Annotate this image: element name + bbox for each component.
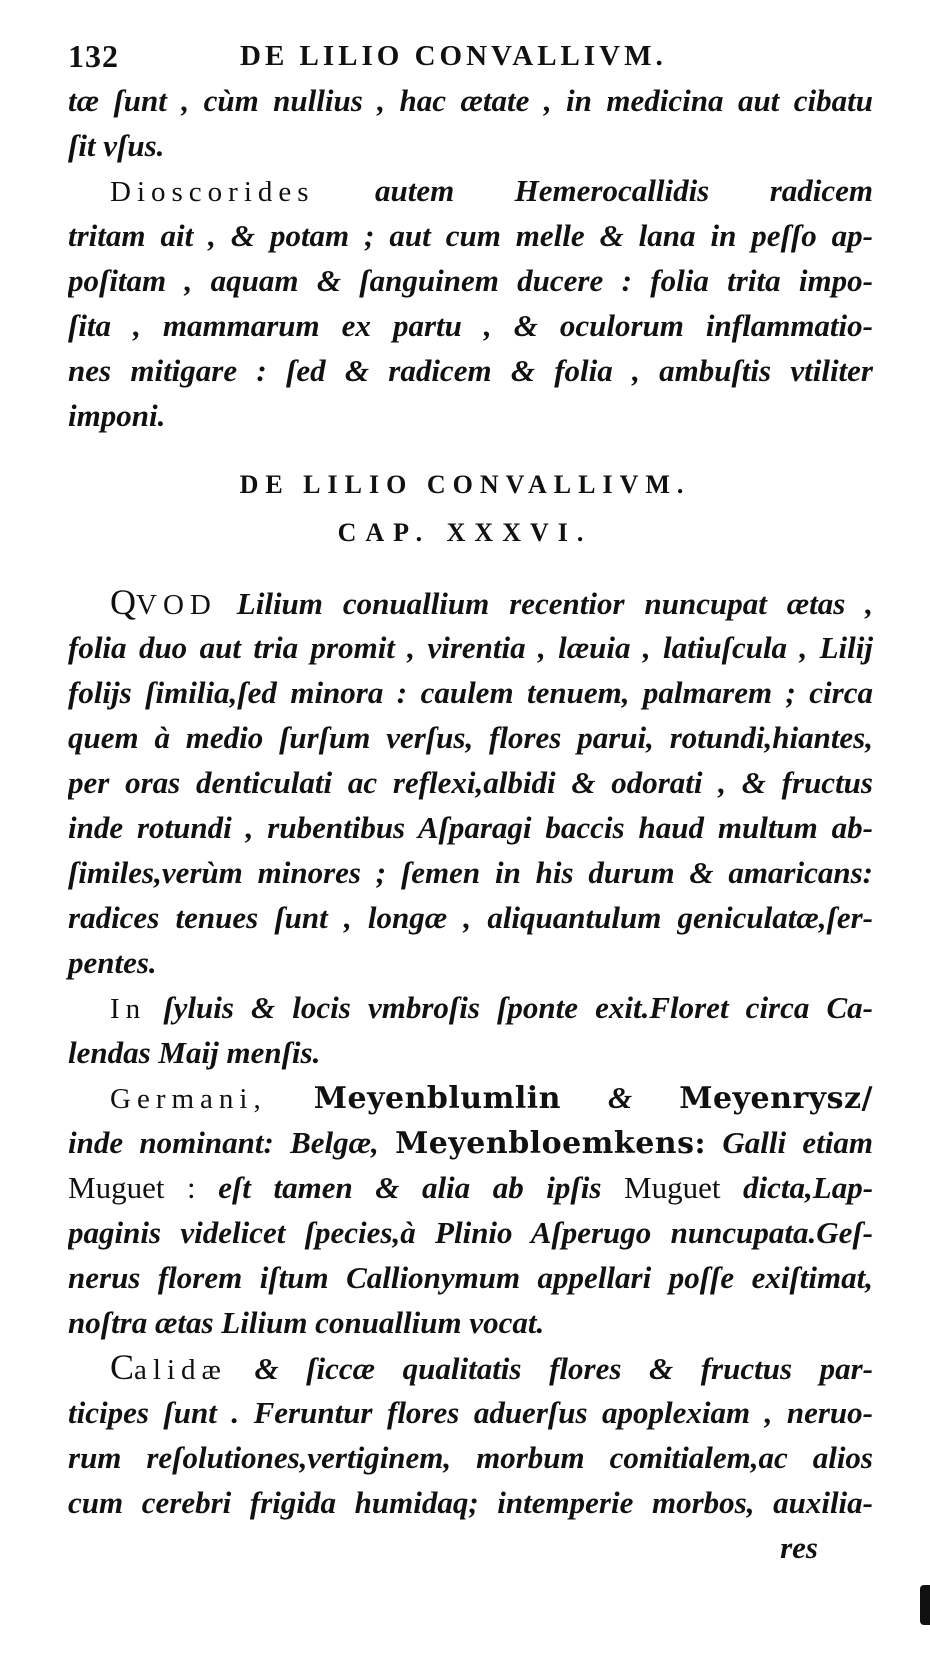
dioscorides-paragraph (68, 168, 873, 438)
german-name: Meyenblumlin (313, 1081, 561, 1116)
text-line (68, 1075, 873, 1120)
text-line (68, 168, 873, 213)
running-head (68, 38, 888, 78)
text-segment: dicta,Lap- (743, 1170, 873, 1205)
text-segment: ſyluis & locis vmbroſis ſponte exit.Floret circa Ca- (163, 990, 873, 1025)
names-paragraph (68, 1075, 873, 1345)
paragraph-initial: Q (110, 582, 136, 622)
text-line: inde rotundi , rubentibus Aſparagi baccis haud multum ab- (68, 810, 873, 845)
text-line: ticipes ſunt . Feruntur flores aduerſus apoplexiam , neruo- (68, 1395, 873, 1430)
text-line: lendas Maij menſis. (68, 1035, 321, 1070)
text-segment: & ſiccæ qualitatis flores & fructus par- (254, 1351, 873, 1386)
text-line (68, 1120, 873, 1165)
catchword: res (780, 1530, 818, 1565)
text-line: ſit vſus. (68, 128, 165, 163)
running-title: DE LILIO CONVALLIVM. (240, 40, 667, 72)
paragraph-lead: Germani, (110, 1083, 267, 1115)
text-line (68, 1345, 873, 1390)
text-line: paginis videlicet ſpecies,à Plinio Aſperugo nuncupata.Geſ- (68, 1215, 873, 1250)
chapter-title: DE LILIO CONVALLIVM. (239, 470, 691, 499)
text-line: noſtra ætas Lilium conuallium vocat. (68, 1305, 545, 1340)
page-number: 132 (68, 38, 119, 74)
text-line: ſita , mammarum ex partu , & oculorum inflammatio- (68, 308, 873, 343)
text-line: nerus florem iſtum Callionymum appellari poſſe exiſtimat, (68, 1260, 873, 1295)
french-name: Muguet : (68, 1170, 196, 1205)
text-line: folijs ſimilia,ſed minora : caulem tenuem, palmarem ; circa (68, 675, 873, 710)
page-edge-mark (920, 1585, 930, 1625)
german-name: Meyenrysz/ (679, 1081, 873, 1116)
text-line: poſitam , aquam & ſanguinem ducere : folia trita impo- (68, 263, 873, 298)
text-line: cum cerebri frigida humidaq; intemperie morbos, auxilia- (68, 1485, 873, 1520)
paragraph-lead: VOD (136, 589, 217, 621)
dutch-name: Meyenbloemkens: (395, 1126, 707, 1161)
text-line: imponi. (68, 398, 166, 433)
text-line: tritam ait , & potam ; aut cum melle & lana in peſſo ap- (68, 218, 873, 253)
text-line: radices tenues ſunt , longæ , aliquantulum geniculatæ,ſer- (68, 900, 873, 935)
text-segment: Galli etiam (722, 1125, 873, 1160)
text-line (68, 1165, 873, 1210)
paragraph-lead: alidæ (134, 1354, 227, 1386)
text-line: pentes. (68, 945, 157, 980)
text-line: folia duo aut tria promit , virentia , læuia , latiuſcula , Lilij (68, 630, 873, 665)
habitat-paragraph (68, 985, 873, 1075)
text-line: nes mitigare : ſed & radicem & folia , ambuſtis vtiliter (68, 353, 873, 388)
text-line: quem à medio ſurſum verſus, flores parui, rotundi,hiantes, (68, 720, 873, 755)
text-segment: inde nominant: Belgæ, (68, 1125, 379, 1160)
text-line (68, 580, 873, 625)
text-line: rum reſolutiones,vertiginem, morbum comitialem,ac alios (68, 1440, 873, 1475)
text-segment: Lilium conuallium recentior nuncupat ætas , (236, 586, 873, 621)
continuation-paragraph (68, 78, 873, 168)
text-line: per oras denticulati ac reflexi,albidi & odorati , & fructus (68, 765, 873, 800)
text-line: ſimiles,verùm minores ; ſemen in his durum & amaricans: (68, 855, 873, 890)
text-segment: & (608, 1080, 633, 1115)
properties-paragraph (68, 1345, 873, 1525)
text-segment: autem Hemerocallidis radicem (374, 173, 873, 208)
paragraph-lead: Dioscorides (110, 176, 315, 208)
text-line (68, 985, 873, 1030)
description-paragraph (68, 580, 873, 985)
text-line: tæ ſunt , cùm nullius , hac ætate , in medicina aut cibatu (68, 83, 873, 118)
chapter-number: CAP. XXXVI. (337, 518, 593, 547)
text-segment: eſt tamen & alia ab ipſis (218, 1170, 602, 1205)
paragraph-initial: C (110, 1347, 135, 1387)
french-name: Muguet (624, 1170, 721, 1205)
paragraph-lead: In (110, 993, 147, 1025)
